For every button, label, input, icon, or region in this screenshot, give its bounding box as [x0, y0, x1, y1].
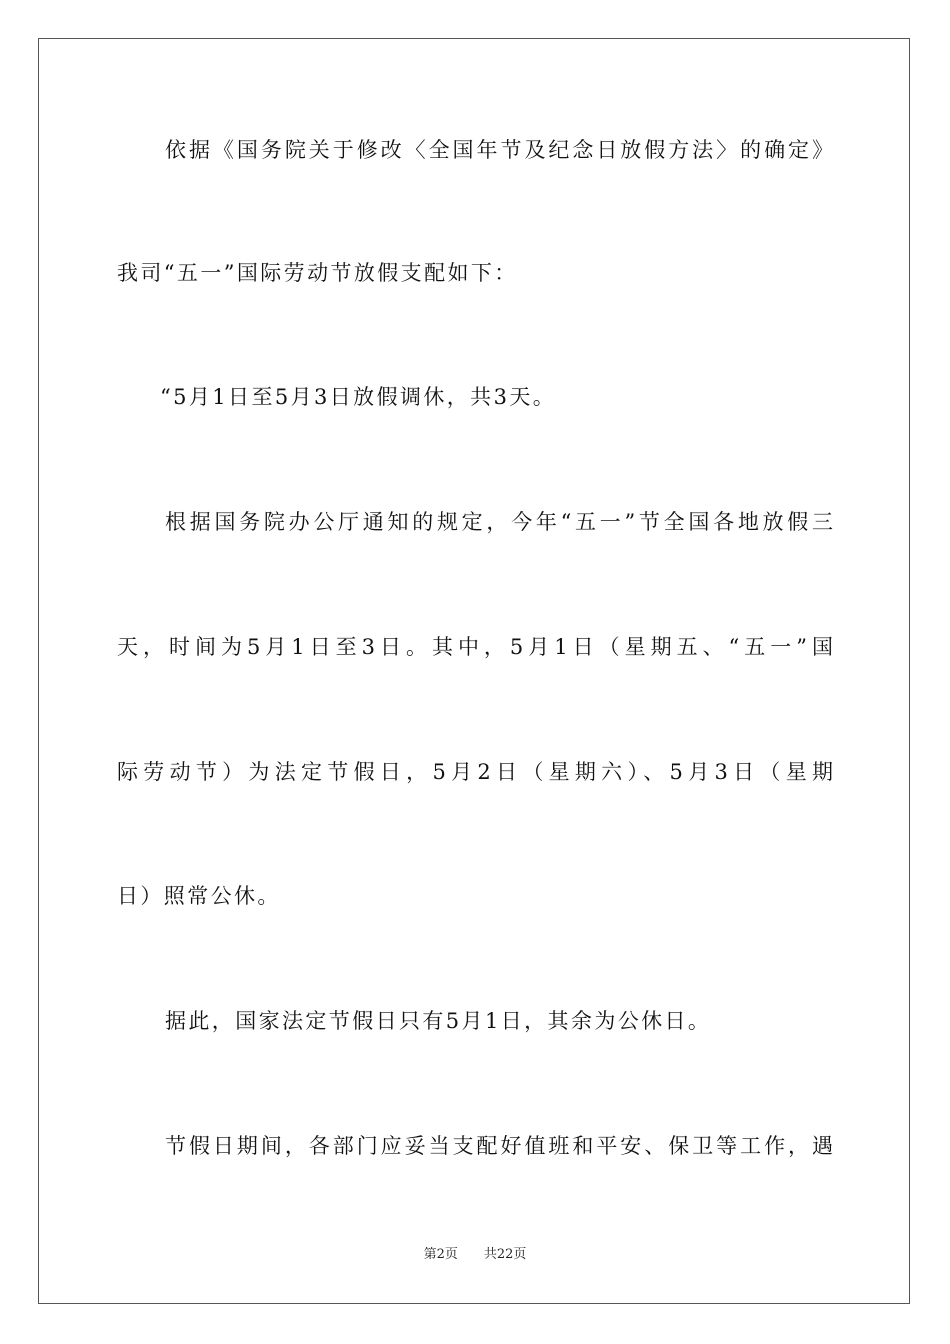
page-footer — [0, 1246, 950, 1264]
text-line-4: 根据国务院办公厅通知的规定，今年“五一”节全国各地放假三 — [165, 510, 833, 534]
text-line-2: 我司“五一”国际劳动节放假支配如下： — [117, 261, 518, 285]
page-frame — [38, 38, 910, 1304]
text-line-9: 节假日期间，各部门应妥当支配好值班和平安、保卫等工作，遇 — [165, 1134, 833, 1158]
text-line-3: “5月1日至5月3日放假调休，共3天。 — [160, 385, 557, 409]
total-pages: 共22页 — [483, 1247, 527, 1262]
text-line-8: 据此，国家法定节假日只有5月1日，其余为公休日。 — [165, 1009, 712, 1033]
page-number: 第2页 — [423, 1247, 458, 1262]
text-line-1: 依据《国务院关于修改〈全国年节及纪念日放假方法〉的确定》 — [165, 138, 833, 162]
text-line-6: 际劳动节）为法定节假日，5月2日（星期六）、5月3日（星期 — [117, 760, 833, 784]
text-line-5: 天，时间为5月1日至3日。其中，5月1日（星期五、“五一”国 — [117, 635, 833, 659]
text-line-7: 日）照常公休。 — [117, 884, 281, 908]
